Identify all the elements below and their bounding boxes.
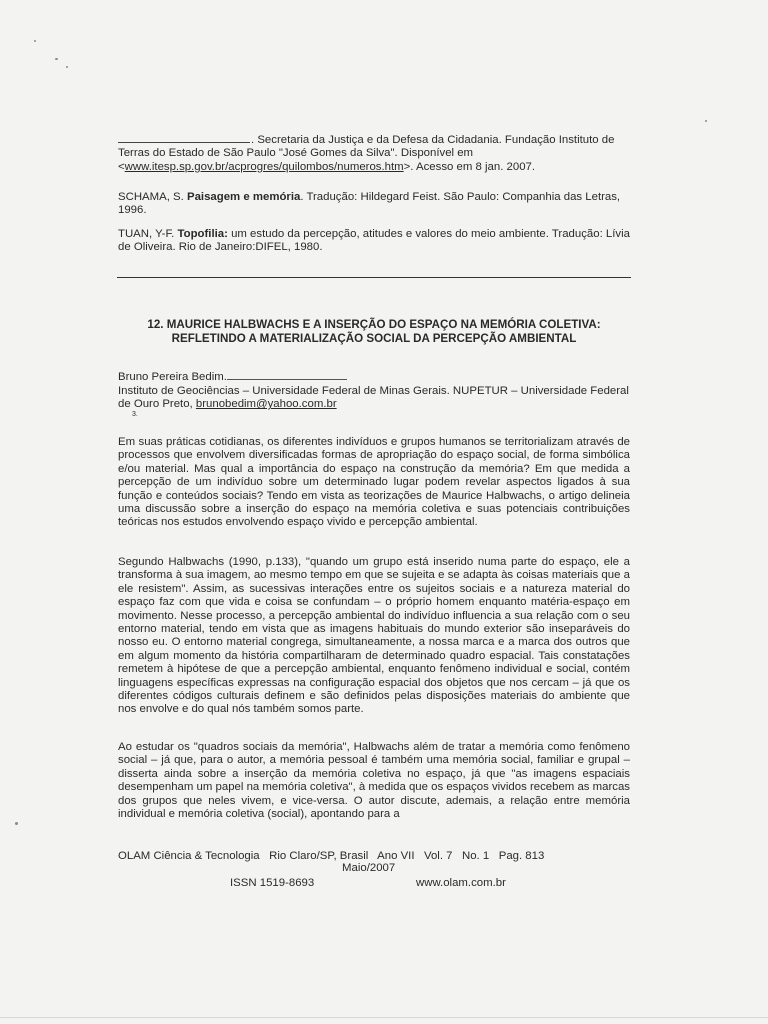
scan-speck xyxy=(15,822,18,825)
journal-footer: OLAM Ciência & Tecnologia Rio Claro/SP, Brasil Ano VII Vol. 7 No. 1 Pag. 813 xyxy=(118,850,545,862)
footer-date: Maio/2007 xyxy=(342,862,396,874)
reference-text-end: >. Acesso em 8 jan. 2007. xyxy=(403,160,536,173)
author-underline xyxy=(227,370,347,380)
reference-rest: . Tradução: Hildegard Feist. São Paulo: Companhia das Letras, 1996. xyxy=(118,191,621,217)
reference-author: SCHAMA, S. xyxy=(118,191,187,203)
footnote-mark: 3. xyxy=(132,411,138,418)
reference-title: Topofilia: xyxy=(177,228,228,240)
author-dash xyxy=(118,133,250,143)
article-title-line: REFLETINDO A MATERIALIZAÇÃO SOCIAL DA PERCEPÇÃO AMBIENTAL xyxy=(171,332,577,345)
reference-link[interactable]: www.itesp.sp.gov.br/acprogres/quilombos/numeros.htm xyxy=(124,160,404,173)
paragraph-quadros: Ao estudar os "quadros sociais da memória", Halbwachs além de tratar a memória como fenômeno social – já que, para o autor, a memória pessoal é também uma memória social, familiar e grupal – disserta ainda sobre a inserção da memória coletiva no espaço, já que "as imagens espaciais desempenham um papel na memória coletiva", à medida que os espaços vividos recebem as marcas dos grupos que neles vivem, e vice-versa. O autor discute, ademais, a relação entre memória individual e memória coletiva (social), apontando para a xyxy=(118,741,630,821)
author-email-link[interactable]: brunobedim@yahoo.com.br xyxy=(195,398,337,411)
scan-speck xyxy=(66,66,68,68)
article-title-line: 12. MAURICE HALBWACHS E A INSERÇÃO DO ESPAÇO NA MEMÓRIA COLETIVA: xyxy=(147,318,601,331)
scan-speck xyxy=(34,40,36,42)
author-name: Bruno Pereira Bedim. xyxy=(118,371,227,383)
paragraph-halbwachs: Segundo Halbwachs (1990, p.133), "quando um grupo está inserido numa parte do espaço, ele a transforma à sua imagem, ao mesmo tempo em que se sujeita e se adapta às coisas materiais que a ele resistem". Assim, as sucessivas interações entre os sujeitos sociais e a natureza material do espaço faz com que vida e coisa se confundam – o próprio homem enquanto matéria-espaço em movimento. Nesse processo, a percepção ambiental do indivíduo influencia a sua relação com o seu entorno material, tendo em vista que as imagens habituais do mundo exterior são inseparáveis do nosso eu. O entorno material congrega, simultaneamente, a nossa marca e a marca dos outros que em algum momento da história compartilharam de determinado quadro espacial. Tais constatações remetem à hipótese de que a percepção ambiental, enquanto fenômeno individual e social, contém linguagens específicas expressas na configuração espacial dos objetos que nos cercam – já que os diferentes códigos culturais definem e são definidos pelas disposições materiais do ambiente que nos envolve e do qual nós também somos parte. xyxy=(118,556,630,716)
reference-schama xyxy=(118,191,630,218)
scan-edge xyxy=(0,1017,768,1018)
article-title xyxy=(118,318,630,346)
scan-speck xyxy=(55,58,58,60)
reference-author: TUAN, Y-F. xyxy=(118,228,178,240)
reference-title: Paisagem e memória xyxy=(187,191,301,203)
section-divider xyxy=(117,277,631,278)
reference-text: . Secretaria da Justiça e da Defesa da Cidadania. Fundação Instituto de Terras do Estado de São Paulo "José Gomes da Silva". Disponível em < xyxy=(118,134,615,173)
author-affiliation: Instituto de Geociências – Universidade Federal de Minas Gerais. NUPETUR – Universidade Federal de Ouro Preto, xyxy=(118,384,629,411)
reference-tuan xyxy=(118,228,630,255)
footer-issn: ISSN 1519-8693 xyxy=(230,877,315,889)
reference-rest: um estudo da percepção, atitudes e valores do meio ambiente. Tradução: Lívia de Oliveira. Rio de Janeiro:DIFEL, 1980. xyxy=(118,228,630,254)
reference-itesp xyxy=(118,133,630,174)
author-block xyxy=(118,370,638,412)
footer-website[interactable]: www.olam.com.br xyxy=(416,877,506,889)
scan-speck xyxy=(705,120,707,122)
paragraph-abstract: Em suas práticas cotidianas, os diferentes indivíduos e grupos humanos se territorializam através de processos que envolvem diversificadas formas de apropriação do espaço social, de forma simbólica e/ou material. Mas qual a importância do espaço na construção da memória? Em que medida a percepção de um indivíduo sobre um determinado lugar podem revelar aspectos ligados à sua função e conteúdos sociais? Tendo em vista as teorizações de Maurice Halbwachs, o artigo delineia uma discussão sobre a inserção do espaço na memória coletiva e suas potenciais contribuições teóricas nos estudos envolvendo espaço vivido e percepção ambiental. xyxy=(118,436,630,529)
